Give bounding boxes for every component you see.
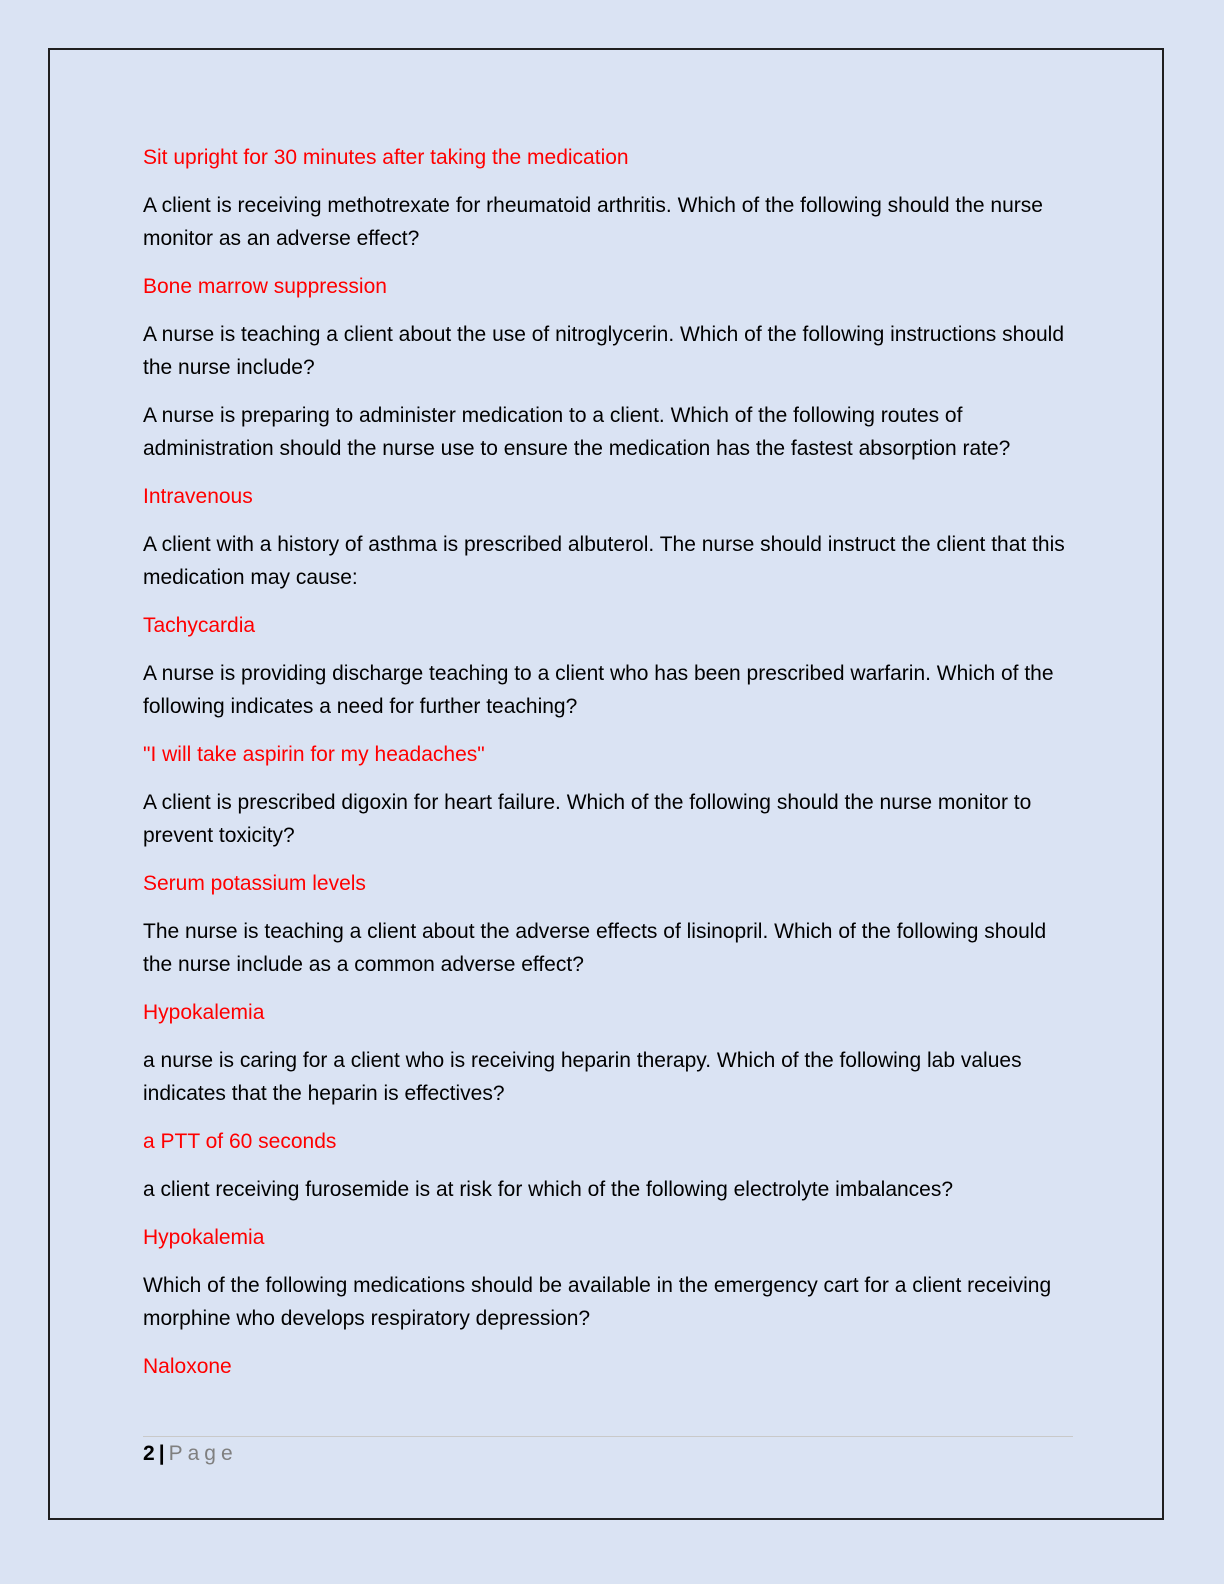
answer-text: Sit upright for 30 minutes after taking the medication [143, 146, 629, 169]
answer-text: Bone marrow suppression [143, 275, 387, 298]
answer-text: a PTT of 60 seconds [143, 1130, 337, 1153]
answer-text: Tachycardia [143, 614, 256, 637]
page-number: 2 [143, 1442, 155, 1465]
answer-text: Serum potassium levels [143, 872, 366, 895]
question-text: A client is prescribed digoxin for heart failure. Which of the following should the nurse monitor to prevent toxicity? [143, 791, 1032, 847]
question-text: a nurse is caring for a client who is receiving heparin therapy. Which of the following lab values indicates that the heparin is effectives? [143, 1049, 1022, 1105]
question-text: A client with a history of asthma is prescribed albuterol. The nurse should instruct the client that this medication may cause: [143, 533, 1065, 589]
question-text: A nurse is teaching a client about the use of nitroglycerin. Which of the following instructions should the nurse include? [143, 323, 1065, 379]
answer-text: Naloxone [143, 1355, 232, 1378]
question-text: The nurse is teaching a client about the adverse effects of lisinopril. Which of the following should the nurse include as a common adverse effect? [143, 920, 1047, 976]
document-body [143, 141, 1073, 1398]
question-text: A client is receiving methotrexate for rheumatoid arthritis. Which of the following should the nurse monitor as an adverse effect? [143, 194, 1043, 250]
page-footer [143, 1440, 238, 1468]
question-text: Which of the following medications should be available in the emergency cart for a client receiving morphine who develops respiratory depression? [143, 1274, 1052, 1330]
answer-text: Intravenous [143, 485, 253, 508]
footer-divider [143, 1436, 1073, 1437]
page-label: Page [168, 1442, 238, 1465]
footer-separator: | [158, 1442, 165, 1465]
question-text: A nurse is providing discharge teaching to a client who has been prescribed warfarin. Which of the following indicates a need for further teaching? [143, 662, 1054, 718]
question-text: a client receiving furosemide is at risk for which of the following electrolyte imbalances? [143, 1178, 954, 1201]
answer-text: Hypokalemia [143, 1226, 265, 1249]
answer-text: "I will take aspirin for my headaches" [143, 743, 485, 766]
question-text: A nurse is preparing to administer medication to a client. Which of the following routes of administration should the nurse use to ensure the medication has the fastest absorption rate? [143, 404, 1011, 460]
answer-text: Hypokalemia [143, 1001, 265, 1024]
